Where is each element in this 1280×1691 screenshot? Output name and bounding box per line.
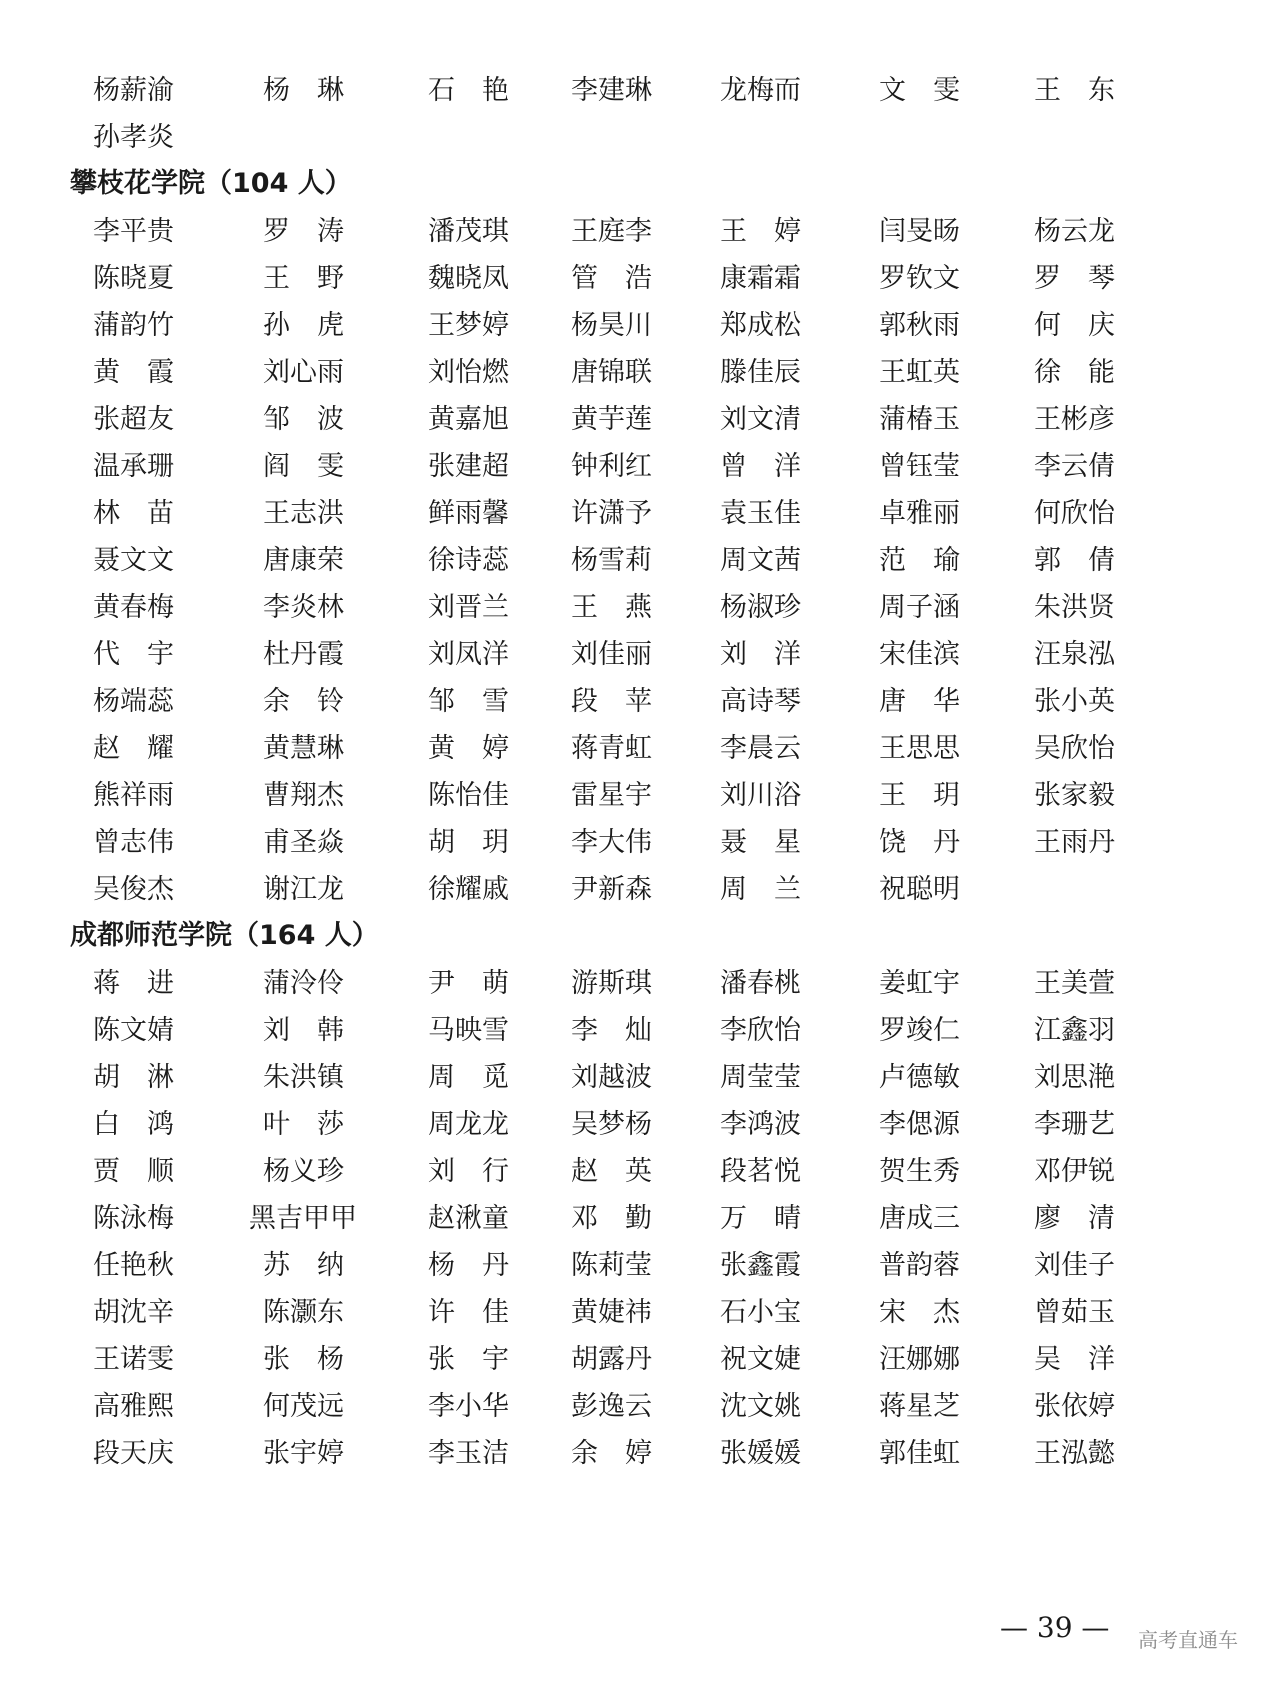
person-name: 余 铃 — [263, 686, 344, 717]
person-name: 李小华 — [428, 1391, 509, 1422]
person-name: 唐康荣 — [263, 545, 344, 576]
person-name: 何欣怡 — [1034, 498, 1115, 529]
person-name: 王 燕 — [571, 592, 652, 623]
section-heading: 攀枝花学院（104 人） — [70, 168, 352, 199]
person-name: 段 苹 — [571, 686, 652, 717]
person-name: 石 艳 — [428, 75, 509, 106]
person-name: 许潇予 — [571, 498, 652, 529]
name-row — [0, 1382, 1280, 1432]
person-name: 蒲韵竹 — [93, 310, 174, 341]
person-name: 杨 丹 — [428, 1250, 509, 1281]
name-row — [0, 1194, 1280, 1244]
name-row — [0, 442, 1280, 492]
person-name: 曾志伟 — [93, 827, 174, 858]
person-name: 杨淑珍 — [720, 592, 801, 623]
person-name: 潘茂琪 — [428, 216, 509, 247]
person-name: 王 玥 — [879, 780, 960, 811]
person-name: 雷星宇 — [571, 780, 652, 811]
person-name: 杜丹霞 — [263, 639, 344, 670]
name-row — [0, 771, 1280, 821]
person-name: 周文茜 — [720, 545, 801, 576]
person-name: 周龙龙 — [428, 1109, 509, 1140]
person-name: 张超友 — [93, 404, 174, 435]
person-name: 孙 虎 — [263, 310, 344, 341]
person-name: 徐诗蕊 — [428, 545, 509, 576]
person-name: 曾茹玉 — [1034, 1297, 1115, 1328]
person-name: 管 浩 — [571, 263, 652, 294]
person-name: 闫旻旸 — [879, 216, 960, 247]
person-name: 高诗琴 — [720, 686, 801, 717]
person-name: 胡露丹 — [571, 1344, 652, 1375]
person-name: 王思思 — [879, 733, 960, 764]
person-name: 唐成三 — [879, 1203, 960, 1234]
name-row — [0, 66, 1280, 116]
person-name: 张鑫霞 — [720, 1250, 801, 1281]
name-row — [0, 630, 1280, 680]
person-name: 李珊艺 — [1034, 1109, 1115, 1140]
person-name: 文 雯 — [879, 75, 960, 106]
person-name: 朱洪镇 — [263, 1062, 344, 1093]
person-name: 胡 玥 — [428, 827, 509, 858]
person-name: 邓伊锐 — [1034, 1156, 1115, 1187]
person-name: 卓雅丽 — [879, 498, 960, 529]
person-name: 刘文清 — [720, 404, 801, 435]
person-name: 汪娜娜 — [879, 1344, 960, 1375]
section-heading: 成都师范学院（164 人） — [70, 920, 379, 951]
person-name: 普韵蓉 — [879, 1250, 960, 1281]
person-name: 段茗悦 — [720, 1156, 801, 1187]
person-name: 李晨云 — [720, 733, 801, 764]
person-name: 陈晓夏 — [93, 263, 174, 294]
person-name: 刘怡燃 — [428, 357, 509, 388]
person-name: 黄 霞 — [93, 357, 174, 388]
person-name: 曹翔杰 — [263, 780, 344, 811]
person-name: 唐锦联 — [571, 357, 652, 388]
person-name: 魏晓凤 — [428, 263, 509, 294]
person-name: 黄春梅 — [93, 592, 174, 623]
person-name: 邹 波 — [263, 404, 344, 435]
person-name: 游斯琪 — [571, 968, 652, 999]
name-row — [0, 348, 1280, 398]
person-name: 赵湫童 — [428, 1203, 509, 1234]
person-name: 宋佳滨 — [879, 639, 960, 670]
person-name: 李偲源 — [879, 1109, 960, 1140]
person-name: 温承珊 — [93, 451, 174, 482]
name-row — [0, 489, 1280, 539]
person-name: 王泓懿 — [1034, 1438, 1115, 1469]
person-name: 沈文姚 — [720, 1391, 801, 1422]
person-name: 熊祥雨 — [93, 780, 174, 811]
person-name: 郭 倩 — [1034, 545, 1115, 576]
person-name: 聂 星 — [720, 827, 801, 858]
person-name: 赵 英 — [571, 1156, 652, 1187]
person-name: 吴欣怡 — [1034, 733, 1115, 764]
person-name: 许 佳 — [428, 1297, 509, 1328]
name-row — [0, 865, 1280, 915]
person-name: 郭秋雨 — [879, 310, 960, 341]
person-name: 杨薪渝 — [93, 75, 174, 106]
person-name: 罗钦文 — [879, 263, 960, 294]
person-name: 刘心雨 — [263, 357, 344, 388]
person-name: 杨雪莉 — [571, 545, 652, 576]
person-name: 任艳秋 — [93, 1250, 174, 1281]
name-row — [0, 1429, 1280, 1479]
person-name: 林 苗 — [93, 498, 174, 529]
person-name: 阎 雯 — [263, 451, 344, 482]
person-name: 廖 清 — [1034, 1203, 1115, 1234]
watermark: 高考直通车 — [1138, 1628, 1238, 1652]
person-name: 李建琳 — [571, 75, 652, 106]
person-name: 黄 婷 — [428, 733, 509, 764]
person-name: 石小宝 — [720, 1297, 801, 1328]
name-row — [0, 1006, 1280, 1056]
person-name: 黄芋莲 — [571, 404, 652, 435]
person-name: 聂文文 — [93, 545, 174, 576]
person-name: 吴俊杰 — [93, 874, 174, 905]
person-name: 卢德敏 — [879, 1062, 960, 1093]
person-name: 钟利红 — [571, 451, 652, 482]
person-name: 张媛媛 — [720, 1438, 801, 1469]
name-row — [0, 395, 1280, 445]
person-name: 徐 能 — [1034, 357, 1115, 388]
person-name: 吴 洋 — [1034, 1344, 1115, 1375]
person-name: 唐 华 — [879, 686, 960, 717]
person-name: 苏 纳 — [263, 1250, 344, 1281]
person-name: 陈莉莹 — [571, 1250, 652, 1281]
person-name: 孙孝炎 — [93, 122, 174, 153]
person-name: 刘 洋 — [720, 639, 801, 670]
person-name: 罗竣仁 — [879, 1015, 960, 1046]
person-name: 郑成松 — [720, 310, 801, 341]
person-name: 段天庆 — [93, 1438, 174, 1469]
person-name: 赵 耀 — [93, 733, 174, 764]
person-name: 王虹英 — [879, 357, 960, 388]
person-name: 杨义珍 — [263, 1156, 344, 1187]
person-name: 何 庆 — [1034, 310, 1115, 341]
person-name: 潘春桃 — [720, 968, 801, 999]
person-name: 滕佳辰 — [720, 357, 801, 388]
person-name: 杨 琳 — [263, 75, 344, 106]
person-name: 张依婷 — [1034, 1391, 1115, 1422]
person-name: 罗 琴 — [1034, 263, 1115, 294]
person-name: 邓 勤 — [571, 1203, 652, 1234]
person-name: 谢江龙 — [263, 874, 344, 905]
person-name: 张建超 — [428, 451, 509, 482]
person-name: 刘 行 — [428, 1156, 509, 1187]
person-name: 王 野 — [263, 263, 344, 294]
person-name: 张 宇 — [428, 1344, 509, 1375]
person-name: 蒋星芝 — [879, 1391, 960, 1422]
person-name: 刘佳子 — [1034, 1250, 1115, 1281]
person-name: 姜虹宇 — [879, 968, 960, 999]
person-name: 汪泉泓 — [1034, 639, 1115, 670]
person-name: 陈文婧 — [93, 1015, 174, 1046]
person-name: 白 鸿 — [93, 1109, 174, 1140]
person-name: 杨云龙 — [1034, 216, 1115, 247]
person-name: 周 兰 — [720, 874, 801, 905]
person-name: 胡沈辛 — [93, 1297, 174, 1328]
person-name: 郭佳虹 — [879, 1438, 960, 1469]
person-name: 刘川浴 — [720, 780, 801, 811]
person-name: 黄慧琳 — [263, 733, 344, 764]
person-name: 刘越波 — [571, 1062, 652, 1093]
person-name: 陈灏东 — [263, 1297, 344, 1328]
person-name: 徐耀戚 — [428, 874, 509, 905]
name-row — [0, 1147, 1280, 1197]
person-name: 何茂远 — [263, 1391, 344, 1422]
name-row — [0, 1335, 1280, 1385]
person-name: 邹 雪 — [428, 686, 509, 717]
person-name: 张 杨 — [263, 1344, 344, 1375]
person-name: 李炎林 — [263, 592, 344, 623]
person-name: 王彬彦 — [1034, 404, 1115, 435]
person-name: 龙梅而 — [720, 75, 801, 106]
name-row — [0, 583, 1280, 633]
person-name: 王诺雯 — [93, 1344, 174, 1375]
person-name: 祝文婕 — [720, 1344, 801, 1375]
person-name: 贺生秀 — [879, 1156, 960, 1187]
person-name: 刘思滟 — [1034, 1062, 1115, 1093]
name-row — [0, 536, 1280, 586]
person-name: 宋 杰 — [879, 1297, 960, 1328]
person-name: 杨端蕊 — [93, 686, 174, 717]
name-row — [0, 207, 1280, 257]
person-name: 李鸿波 — [720, 1109, 801, 1140]
person-name: 蒋 进 — [93, 968, 174, 999]
person-name: 万 晴 — [720, 1203, 801, 1234]
person-name: 黄婕祎 — [571, 1297, 652, 1328]
person-name: 王雨丹 — [1034, 827, 1115, 858]
person-name: 饶 丹 — [879, 827, 960, 858]
person-name: 王志洪 — [263, 498, 344, 529]
name-row — [0, 724, 1280, 774]
name-row — [0, 254, 1280, 304]
person-name: 彭逸云 — [571, 1391, 652, 1422]
person-name: 黄嘉旭 — [428, 404, 509, 435]
person-name: 刘佳丽 — [571, 639, 652, 670]
person-name: 江鑫羽 — [1034, 1015, 1115, 1046]
person-name: 李 灿 — [571, 1015, 652, 1046]
person-name: 罗 涛 — [263, 216, 344, 247]
person-name: 袁玉佳 — [720, 498, 801, 529]
person-name: 祝聪明 — [879, 874, 960, 905]
name-row — [0, 677, 1280, 727]
person-name: 鲜雨馨 — [428, 498, 509, 529]
person-name: 尹 萌 — [428, 968, 509, 999]
person-name: 叶 莎 — [263, 1109, 344, 1140]
name-row — [0, 113, 1280, 163]
person-name: 蒲泠伶 — [263, 968, 344, 999]
name-row — [0, 1053, 1280, 1103]
name-row — [0, 1100, 1280, 1150]
person-name: 王美萱 — [1034, 968, 1115, 999]
person-name: 李云倩 — [1034, 451, 1115, 482]
person-name: 胡 淋 — [93, 1062, 174, 1093]
person-name: 尹新森 — [571, 874, 652, 905]
person-name: 陈泳梅 — [93, 1203, 174, 1234]
person-name: 周 觅 — [428, 1062, 509, 1093]
person-name: 吴梦杨 — [571, 1109, 652, 1140]
person-name: 刘晋兰 — [428, 592, 509, 623]
person-name: 朱洪贤 — [1034, 592, 1115, 623]
person-name: 蒋青虹 — [571, 733, 652, 764]
person-name: 李大伟 — [571, 827, 652, 858]
person-name: 曾钰莹 — [879, 451, 960, 482]
person-name: 高雅熙 — [93, 1391, 174, 1422]
person-name: 王庭李 — [571, 216, 652, 247]
person-name: 贾 顺 — [93, 1156, 174, 1187]
name-row — [0, 301, 1280, 351]
person-name: 张小英 — [1034, 686, 1115, 717]
person-name: 王梦婷 — [428, 310, 509, 341]
person-name: 周子涵 — [879, 592, 960, 623]
name-row — [0, 1288, 1280, 1338]
person-name: 曾 洋 — [720, 451, 801, 482]
person-name: 马映雪 — [428, 1015, 509, 1046]
person-name: 张宇婷 — [263, 1438, 344, 1469]
person-name: 余 婷 — [571, 1438, 652, 1469]
person-name: 刘凤洋 — [428, 639, 509, 670]
person-name: 周莹莹 — [720, 1062, 801, 1093]
person-name: 甫圣焱 — [263, 827, 344, 858]
person-name: 代 宇 — [93, 639, 174, 670]
person-name: 李平贵 — [93, 216, 174, 247]
person-name: 陈怡佳 — [428, 780, 509, 811]
person-name: 张家毅 — [1034, 780, 1115, 811]
person-name: 王 婷 — [720, 216, 801, 247]
person-name: 李欣怡 — [720, 1015, 801, 1046]
person-name: 范 瑜 — [879, 545, 960, 576]
page-number: — 39 — — [1000, 1611, 1110, 1644]
person-name: 刘 韩 — [263, 1015, 344, 1046]
person-name: 康霜霜 — [720, 263, 801, 294]
name-row — [0, 1241, 1280, 1291]
name-row — [0, 959, 1280, 1009]
person-name: 杨昊川 — [571, 310, 652, 341]
person-name: 李玉洁 — [428, 1438, 509, 1469]
person-name: 王 东 — [1034, 75, 1115, 106]
person-name: 蒲椿玉 — [879, 404, 960, 435]
person-name: 黑吉甲甲 — [249, 1203, 357, 1234]
name-row — [0, 818, 1280, 868]
